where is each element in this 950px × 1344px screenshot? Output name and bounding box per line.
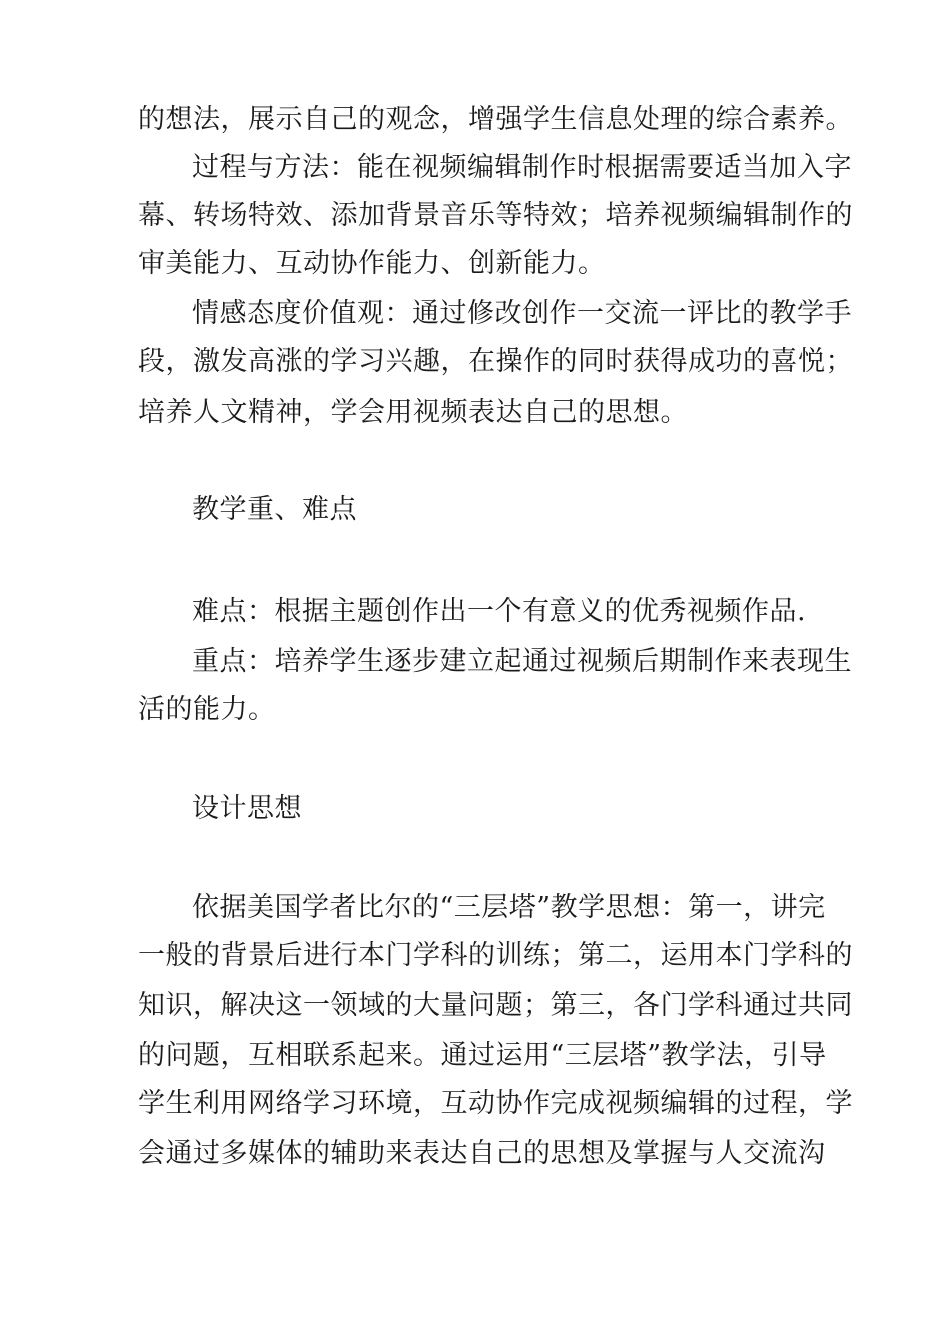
text-line: 活的能力。 (138, 694, 276, 725)
text-line: 一般的背景后进行本门学科的训练；第二，运用本门学科的 (138, 940, 853, 971)
text-line: 重点：培养学生逐步建立起通过视频后期制作来表现生 (192, 646, 852, 677)
section-heading: 教学重、难点 (192, 494, 357, 525)
text-line: 知识，解决这一领域的大量问题；第三，各门学科通过共同 (138, 990, 853, 1021)
text-line: 的想法，展示自己的观念，增强学生信息处理的综合素养。 (138, 104, 853, 135)
text-line: 依据美国学者比尔的“三层塔”教学思想：第一，讲完 (192, 892, 826, 923)
section-heading: 设计思想 (192, 793, 302, 824)
text-line: 培养人文精神，学会用视频表达自己的思想。 (138, 397, 688, 428)
text-line: 段，激发高涨的学习兴趣，在操作的同时获得成功的喜悦； (138, 346, 853, 377)
text-line: 情感态度价值观：通过修改创作一交流一评比的教学手 (192, 298, 852, 329)
text-line: 学生利用网络学习环境，互动协作完成视频编辑的过程，学 (138, 1088, 853, 1119)
text-line: 审美能力、互动协作能力、创新能力。 (138, 248, 606, 279)
text-line: 幕、转场特效、添加背景音乐等特效；培养视频编辑制作的 (138, 200, 853, 231)
text-line: 的问题，互相联系起来。通过运用“三层塔”教学法，引导 (138, 1040, 827, 1071)
text-line: 难点：根据主题创作出一个有意义的优秀视频作品. (192, 596, 807, 627)
text-line: 会通过多媒体的辅助来表达自己的思想及掌握与人交流沟 (138, 1138, 826, 1169)
text-line: 过程与方法：能在视频编辑制作时根据需要适当加入字 (192, 152, 852, 183)
